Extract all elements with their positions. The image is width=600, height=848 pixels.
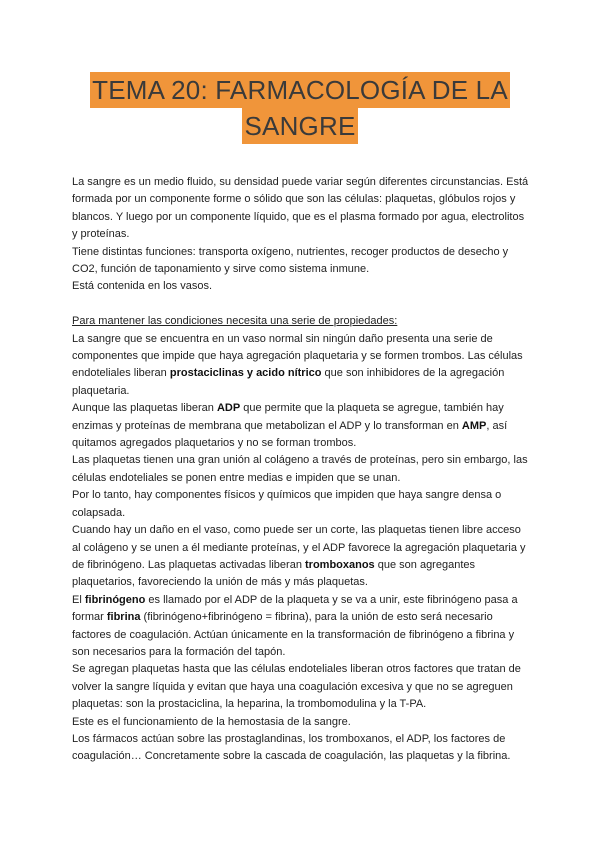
- text-segment: Cuando hay un daño en el vaso, como puede ser un corte, las plaquetas tienen libre acceso al colágeno y se unen a él mediante proteínas, y el ADP favorece la agregación plaquetaria y de fibrinógeno. Las plaquetas activadas liberan: [72, 524, 526, 571]
- paragraph-fibrinogen: [72, 592, 532, 662]
- text-segment: El: [72, 593, 82, 606]
- text-segment: La sangre que se encuentra en un vaso normal sin ningún daño presenta una serie de componentes que impide que haya agregación plaquetaria y se formen trombos. Las células endoteliales liberan: [72, 332, 523, 380]
- document-body: [72, 174, 532, 766]
- text-segment: (fibrinógeno+fibrinógeno = fibrina), para la unión de esto será necesario factores de coagulación. Actúan únicamente en la transformación de fibrinógeno a fibrina y son necesarios para la formación del tapón.: [72, 611, 515, 658]
- bold-term: tromboxanos: [305, 558, 375, 571]
- bold-term: AMP: [461, 419, 487, 432]
- text-segment: Aunque las plaquetas liberan: [72, 402, 214, 415]
- text-segment: , así quitamos agregados plaquetarios y no se forman trombos.: [72, 419, 508, 450]
- text-segment: es llamado por el ADP de la plaqueta y se va a unir, este fibrinógeno pasa a formar: [72, 593, 518, 624]
- paragraph-adp: [72, 400, 532, 452]
- paragraph-drugs: Los fármacos actúan sobre las prostaglandinas, los tromboxanos, el ADP, los factores de coagulación… Concretamente sobre la cascada de coagulación, las plaquetas y la fibrina.: [72, 732, 511, 763]
- bold-term: prostaciclinas y acido nítrico: [169, 367, 322, 380]
- paragraph-components: Por lo tanto, hay componentes físicos y químicos que impiden que haya sangre densa o colapsada.: [72, 489, 502, 519]
- bold-term: fibrina: [106, 611, 141, 624]
- section-heading: Para mantener las condiciones necesita una serie de propiedades:: [72, 315, 398, 328]
- title-line-2: SANGRE: [242, 108, 357, 144]
- paragraph-hemostasis: Este es el funcionamiento de la hemostasia de la sangre.: [72, 715, 351, 728]
- paragraph-normal-vessel: [72, 331, 532, 401]
- text-segment: que son agregantes plaquetarios, favoreciendo la unión de más y más plaquetas.: [72, 558, 475, 589]
- title-line-1: TEMA 20: FARMACOLOGÍA DE LA: [90, 72, 510, 108]
- text-segment: que permite que la plaqueta se agregue, también hay enzimas y proteínas de membrana que metabolizan el ADP y lo transforman en: [72, 402, 504, 432]
- paragraph-vessels: Está contenida en los vasos.: [72, 280, 213, 293]
- paragraph-collagen: Las plaquetas tienen una gran unión al colágeno a través de proteínas, pero sin embargo, las células endoteliales se ponen entre medias e impiden que se unan.: [72, 454, 528, 484]
- bold-term: fibrinógeno: [84, 593, 146, 606]
- paragraph-damage: [72, 522, 532, 592]
- bold-term: ADP: [216, 402, 241, 415]
- page-title: [0, 72, 600, 144]
- text-segment: que son inhibidores de la agregación plaquetaria.: [72, 367, 505, 397]
- paragraph-regulation: Se agregan plaquetas hasta que las células endoteliales liberan otros factores que tratan de volver la sangre líquida y evitan que haya una coagulación excesiva y que no se agreguen plaquetas: son la prostaciclina, la heparina, la trombomodulina y la T-PA.: [72, 663, 521, 711]
- paragraph-functions: Tiene distintas funciones: transporta oxígeno, nutrientes, recoger productos de desecho y CO2, función de taponamiento y sirve como sistema inmune.: [72, 245, 509, 276]
- paragraph-intro: La sangre es un medio fluido, su densidad puede variar según diferentes circunstancias. Está formada por un componente forme o sólido que son las células: plaquetas, glóbulos rojos y blancos. Y luego por un componente líquido, que es el plasma formado por agua, electrolitos y proteínas.: [72, 176, 529, 241]
- paragraph-gap: [72, 296, 532, 313]
